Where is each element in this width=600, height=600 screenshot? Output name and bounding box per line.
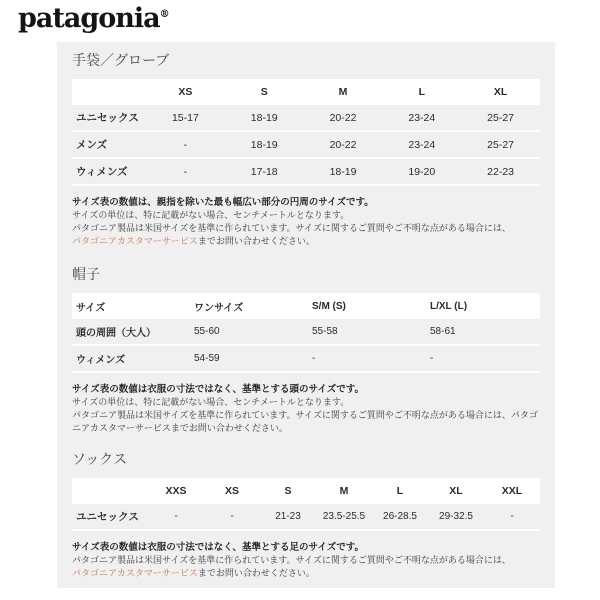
table-row <box>72 131 540 158</box>
size-cell: 21-23 <box>275 511 301 522</box>
size-cell: 54-59 <box>194 353 220 364</box>
row-label: ウィメンズ <box>76 166 128 178</box>
column-header: XS <box>204 478 260 504</box>
table-row <box>72 105 540 131</box>
section-hats <box>57 248 555 435</box>
size-cell: 25-27 <box>487 138 515 151</box>
column-header <box>72 79 146 105</box>
size-cell: - <box>174 511 178 522</box>
size-cell: 20-22 <box>329 138 357 151</box>
column-header: S <box>225 79 304 105</box>
note-line: サイズの単位は、特に記載がない場合、センチメートルとなります。 <box>72 397 350 407</box>
table-row <box>72 319 540 345</box>
section-socks <box>57 435 555 580</box>
header-row <box>72 478 540 504</box>
size-cell: 58-61 <box>430 326 456 337</box>
size-cell: - <box>183 138 188 151</box>
row-label: ウィメンズ <box>76 355 126 366</box>
socks-note <box>72 541 540 580</box>
table-row <box>72 345 540 372</box>
column-header: L <box>372 478 428 504</box>
size-cell: 23-24 <box>408 138 436 151</box>
size-cell: 17-18 <box>250 165 278 178</box>
header-row <box>72 293 540 319</box>
note-bold-line: サイズ表の数値は衣服の寸法ではなく、基準とする足のサイズです。 <box>72 542 365 553</box>
column-header: L <box>382 79 461 105</box>
column-header: サイズ <box>72 293 190 319</box>
column-header: XL <box>428 478 484 504</box>
hats-size-table <box>72 293 540 373</box>
note-bold-line: サイズ表の数値は、親指を除いた最も幅広い部分の円周のサイズです。 <box>72 197 374 208</box>
table-row <box>72 504 540 530</box>
column-header <box>72 478 148 504</box>
hats-note <box>72 383 540 435</box>
socks-size-table <box>72 478 540 531</box>
column-header: XXL <box>484 478 540 504</box>
size-cell: 19-20 <box>408 165 436 178</box>
size-cell: 18-19 <box>250 111 278 124</box>
size-cell: 55-60 <box>194 326 220 337</box>
column-header: L/XL (L) <box>426 293 540 319</box>
row-label: ユニセックス <box>76 511 139 523</box>
customer-service-link[interactable]: パタゴニアカスタマーサービス <box>72 568 198 578</box>
size-cell: 23-24 <box>408 111 436 124</box>
registered-mark: ® <box>159 9 170 20</box>
size-cell: - <box>230 511 234 522</box>
row-label: メンズ <box>76 139 108 151</box>
note-line: サイズの単位は、特に記載がない場合、センチメートルとなります。 <box>72 210 350 220</box>
note-line: パタゴニア製品は米国サイズを基準に作られています。サイズに関するご質問やご不明な点がある場合には、 <box>72 223 511 233</box>
size-cell: - <box>312 353 316 364</box>
column-header: S <box>260 478 316 504</box>
section-title-gloves: 手袋／グローブ <box>72 52 170 68</box>
patagonia-logo <box>18 0 170 34</box>
column-header: S/M (S) <box>308 293 426 319</box>
size-cell: 23.5-25.5 <box>322 511 366 522</box>
section-title-socks: ソックス <box>72 451 128 467</box>
size-cell: 18-19 <box>329 165 357 178</box>
note-line: パタゴニア製品は米国サイズを基準に作られています。サイズに関するご質問やご不明な点がある場合には、パタゴニアカスタマーサービスまでお問い合わせください。 <box>72 410 538 433</box>
gloves-note <box>72 196 540 248</box>
note-line: パタゴニア製品は米国サイズを基準に作られています。サイズに関するご質問やご不明な点がある場合には、 <box>72 555 511 565</box>
column-header: M <box>304 79 383 105</box>
section-gloves <box>57 42 555 248</box>
customer-service-link[interactable]: パタゴニアカスタマーサービス <box>72 236 198 246</box>
column-header: XS <box>146 79 225 105</box>
row-label: ユニセックス <box>76 112 139 124</box>
gloves-size-table <box>72 79 540 186</box>
column-header: ワンサイズ <box>190 293 308 319</box>
column-header: M <box>316 478 372 504</box>
logo-text: patagonia <box>18 3 160 34</box>
size-cell: - <box>510 511 514 522</box>
size-cell: 55-58 <box>312 326 338 337</box>
size-cell: 25-27 <box>487 111 515 124</box>
note-after-link: までお問い合わせください。 <box>197 236 315 246</box>
size-cell: - <box>183 165 188 178</box>
note-link-line <box>72 235 540 248</box>
note-bold-line: サイズ表の数値は衣服の寸法ではなく、基準とする頭のサイズです。 <box>72 384 365 395</box>
size-cell: 26-28.5 <box>383 511 417 522</box>
size-cell: 29-32.5 <box>439 511 473 522</box>
note-link-line <box>72 567 540 580</box>
size-cell: 18-19 <box>250 138 278 151</box>
column-header: XL <box>461 79 540 105</box>
table-row <box>72 158 540 185</box>
header-row <box>72 79 540 105</box>
size-cell: 20-22 <box>329 111 357 124</box>
size-chart-panel <box>57 42 555 588</box>
size-cell: - <box>430 353 434 364</box>
row-label: 頭の周囲（大人） <box>76 328 156 339</box>
column-header: XXS <box>148 478 204 504</box>
note-after-link: までお問い合わせください。 <box>197 568 315 578</box>
size-cell: 22-23 <box>487 165 515 178</box>
size-cell: 15-17 <box>171 111 199 124</box>
section-title-hats: 帽子 <box>72 266 100 282</box>
